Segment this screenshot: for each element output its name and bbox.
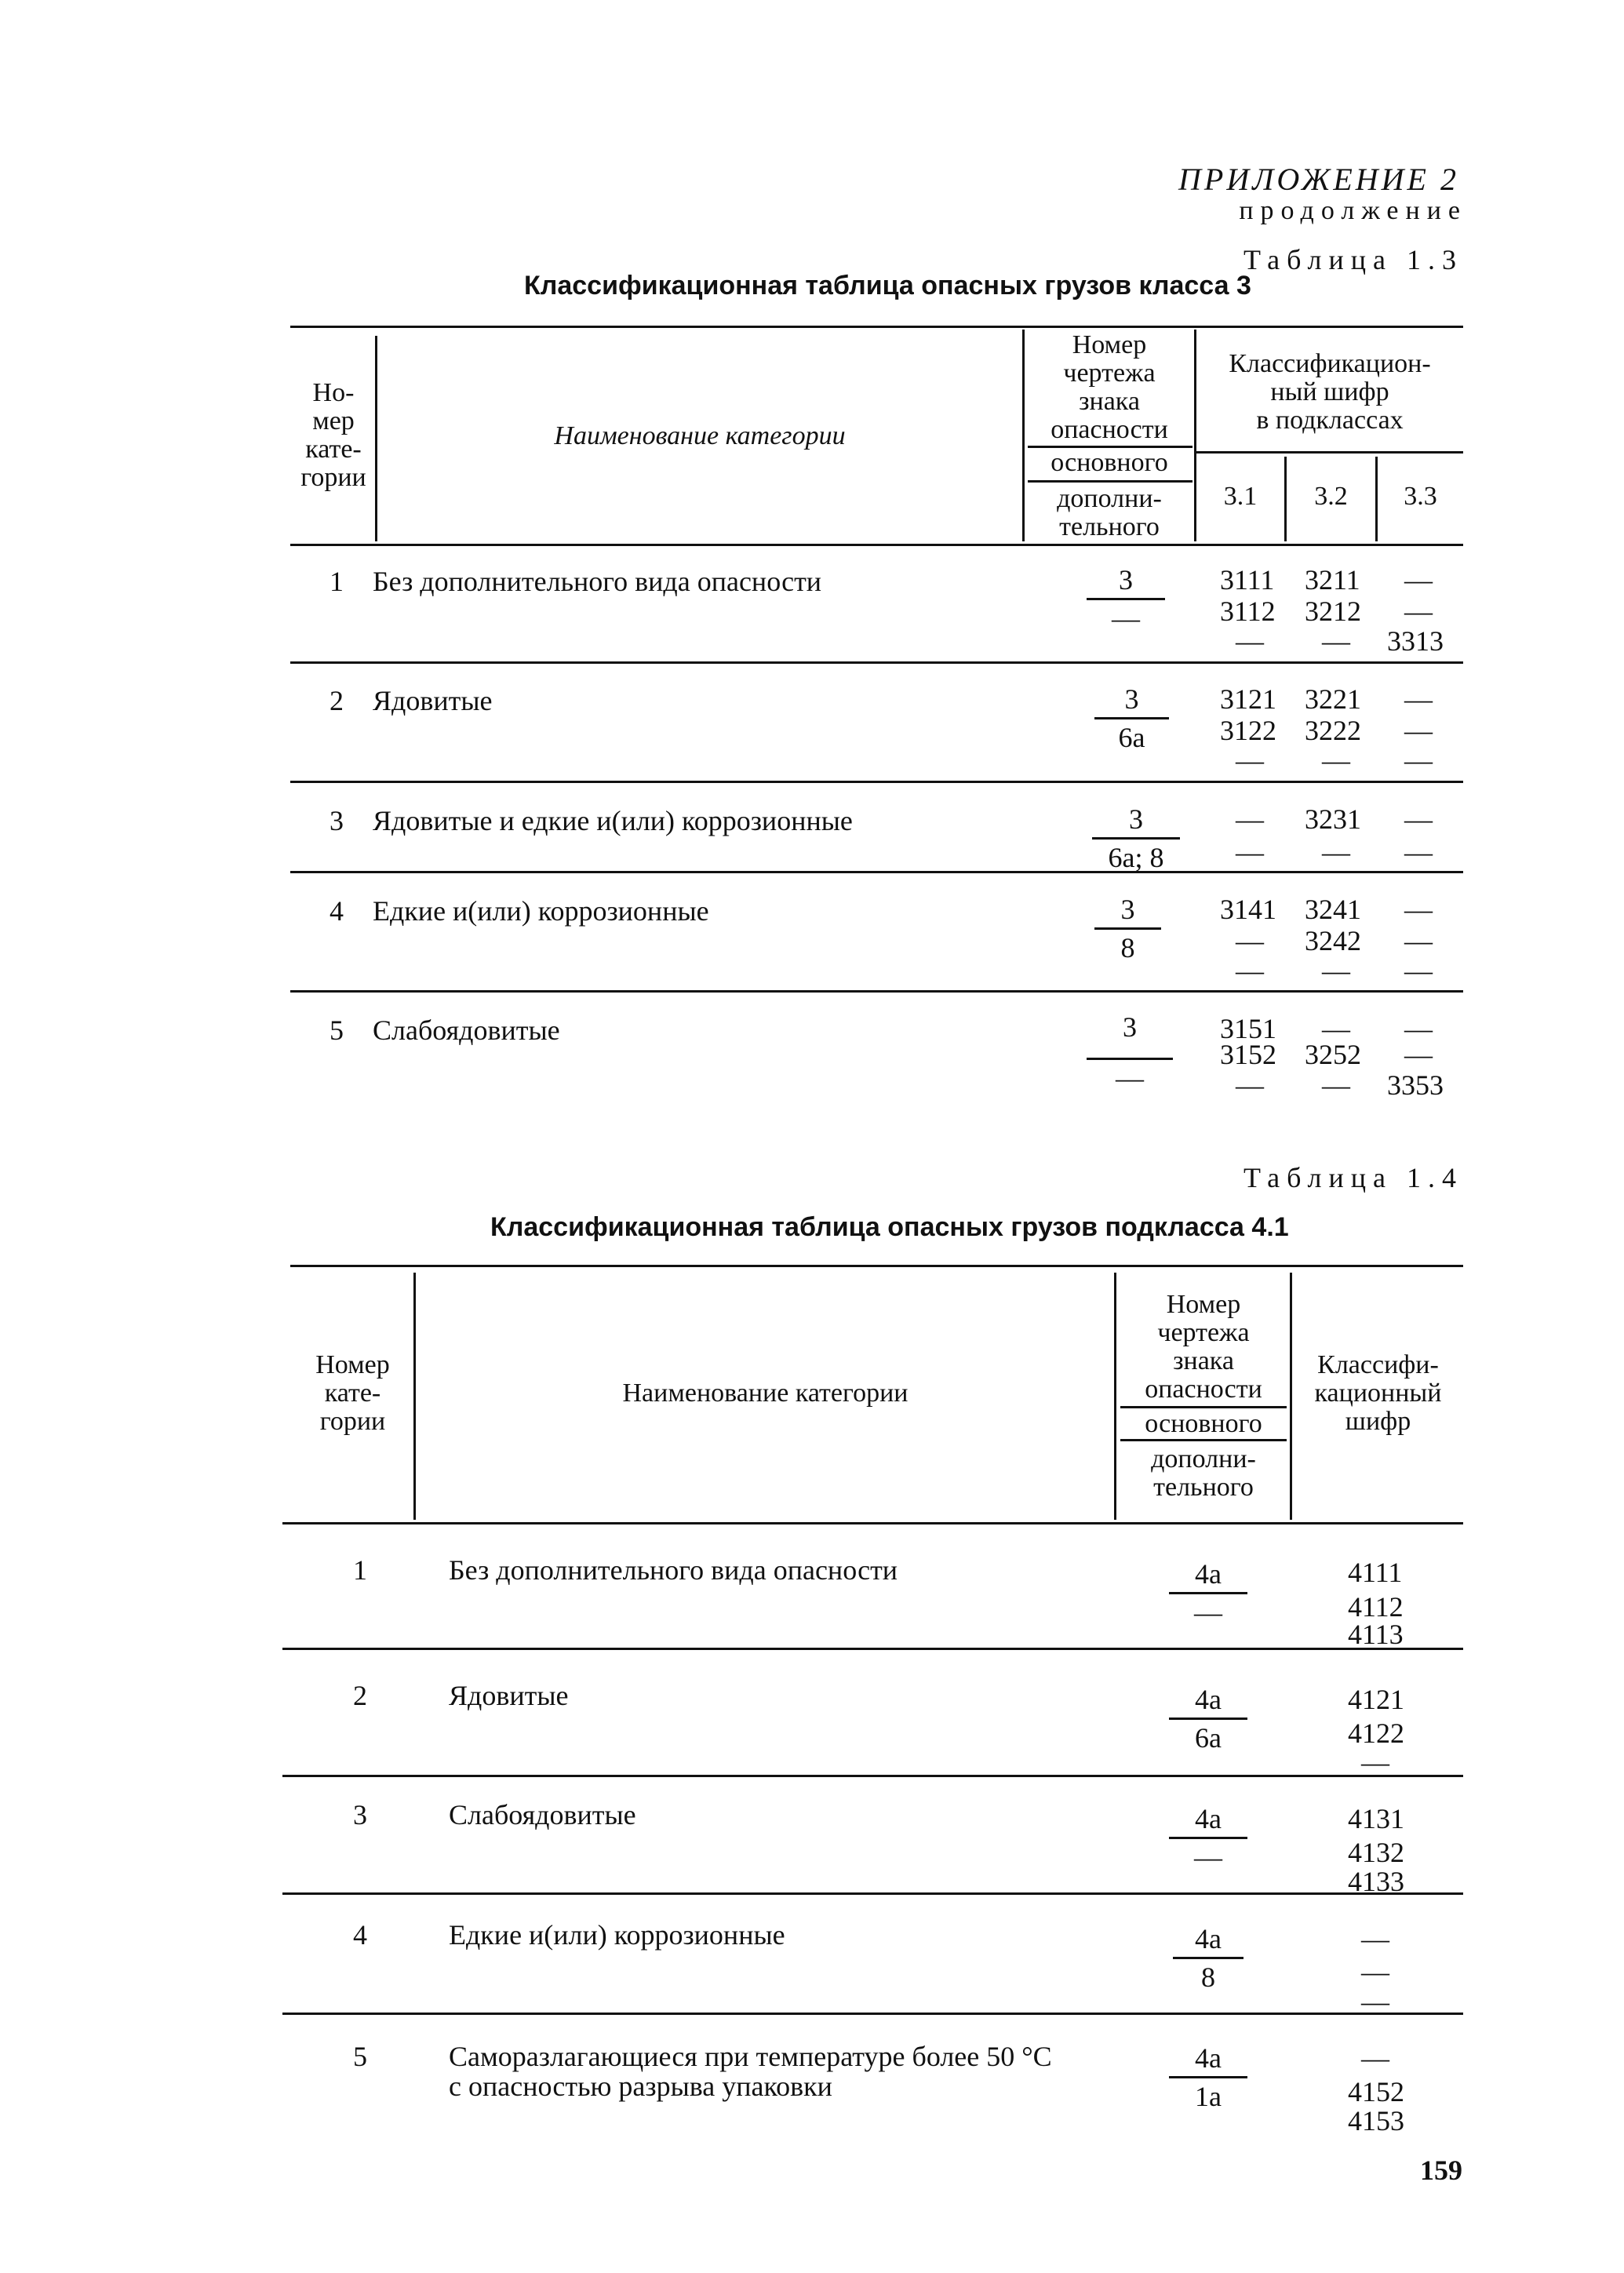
- table13-code-33: —: [1404, 1039, 1433, 1070]
- table14-header-main: основного: [1145, 1409, 1262, 1438]
- table13-code-33: 3353: [1387, 1069, 1444, 1101]
- table14-header-sign: Номер чертежа знака опасности: [1145, 1290, 1262, 1404]
- table13-code-32: 3221: [1305, 683, 1361, 715]
- table13-code-31: —: [1236, 1069, 1264, 1101]
- table13-code-33: —: [1404, 1013, 1433, 1044]
- table14-top-rule: [290, 1265, 1463, 1267]
- table13-row-num: 3: [330, 805, 344, 836]
- table13-row-sign: 3 —: [1087, 563, 1165, 635]
- table13-code-33: —: [1404, 894, 1433, 925]
- table13-code-31: 3141: [1220, 894, 1276, 925]
- table13-code-31: —: [1236, 803, 1264, 835]
- table13-row-name: Без дополнительного вида опасности: [373, 566, 822, 597]
- table13-row-rule: [290, 781, 1463, 783]
- table13-code-31: 3122: [1220, 715, 1276, 746]
- table13-code-33: —: [1404, 836, 1433, 868]
- table13-header-sub31: 3.1: [1223, 482, 1258, 511]
- table13-code-32: —: [1322, 836, 1350, 868]
- table13-code-32: —: [1322, 625, 1350, 657]
- table14-code: —: [1361, 1956, 1389, 1987]
- table13-vline-1: [375, 336, 377, 541]
- table13-header-num: Но- мер кате- гории: [300, 378, 366, 492]
- table14-row-name: Ядовитые: [449, 1680, 569, 1711]
- table14-row-sign: 4а 1а: [1169, 2042, 1247, 2113]
- table14-code: 4113: [1348, 1619, 1404, 1650]
- table13-code-32: —: [1322, 955, 1350, 986]
- table14-row-name: Без дополнительного вида опасности: [449, 1554, 898, 1586]
- table14-code: 4153: [1348, 2105, 1404, 2136]
- table14-code: 4133: [1348, 1866, 1404, 1897]
- table14-code: —: [1361, 1923, 1389, 1954]
- table13-code-33: —: [1404, 803, 1433, 835]
- page-number: 159: [1420, 2155, 1462, 2186]
- table13-row-name: Слабоядовитые: [373, 1014, 560, 1046]
- table13-code-31: —: [1236, 745, 1264, 776]
- table14-code: 4131: [1348, 1803, 1404, 1834]
- table14-code: 4112: [1348, 1591, 1404, 1623]
- table13-code-33: —: [1404, 925, 1433, 956]
- table13-row-name: Ядовитые и едкие и(или) коррозионные: [373, 805, 853, 836]
- table13-sign-rule2: [1028, 480, 1193, 483]
- table13-head-rule: [290, 544, 1463, 546]
- table14-row-num: 2: [353, 1680, 367, 1711]
- table13-row-num: 1: [330, 566, 344, 597]
- table13-code-33: —: [1404, 715, 1433, 746]
- appendix-subtitle: продолжение: [1239, 196, 1467, 225]
- table14-vline-1: [413, 1273, 416, 1520]
- table13-code-32: 3252: [1305, 1039, 1361, 1070]
- table14-row-rule: [282, 1775, 1463, 1777]
- table14-vline-3: [1290, 1273, 1292, 1520]
- table14-row-num: 5: [353, 2041, 367, 2072]
- table13-code-31: 3121: [1220, 683, 1276, 715]
- table14-row-name: Едкие и(или) коррозионные: [449, 1919, 785, 1951]
- table13-code-32: 3211: [1305, 564, 1360, 596]
- table14-header-name: Наименование категории: [622, 1379, 908, 1408]
- table13-code-33: 3313: [1387, 625, 1444, 657]
- table14-row-sign: 4а —: [1169, 1802, 1247, 1874]
- table13-header-main: основного: [1051, 448, 1168, 477]
- table13-code-32: 3242: [1305, 925, 1361, 956]
- table13-code-32: —: [1322, 745, 1350, 776]
- table13-code-33: —: [1404, 745, 1433, 776]
- table14-code: 4122: [1348, 1717, 1404, 1749]
- table13-code-32: 3212: [1305, 596, 1361, 627]
- table14-label: Таблица 1.4: [1243, 1162, 1463, 1193]
- table13-row-num: 5: [330, 1014, 344, 1046]
- table14-code: 4111: [1348, 1557, 1403, 1588]
- table13-row-sign: 3 —: [1087, 1011, 1173, 1095]
- table13-code-33: —: [1404, 564, 1433, 596]
- table13-code-31: 3112: [1220, 596, 1276, 627]
- table14-row-name: с опасностью разрыва упаковки: [449, 2071, 832, 2102]
- table14-code: —: [1361, 2042, 1389, 2074]
- appendix-title: ПРИЛОЖЕНИЕ 2: [1178, 162, 1459, 197]
- table14-row-rule: [282, 1648, 1463, 1650]
- table14-code: 4152: [1348, 2076, 1404, 2107]
- table13-header-code: Классификацион- ный шифр в подклассах: [1229, 349, 1431, 435]
- table13-row-name: Едкие и(или) коррозионные: [373, 895, 709, 927]
- table13-code-31: —: [1236, 836, 1264, 868]
- table14-code: 4121: [1348, 1684, 1404, 1715]
- table13-code-32: 3231: [1305, 803, 1361, 835]
- table13-code-32: 3241: [1305, 894, 1361, 925]
- table14-row-name: Саморазлагающиеся при температуре более 50 °С: [449, 2041, 1052, 2072]
- table13-top-rule: [290, 326, 1463, 328]
- table13-header-name: Наименование категории: [554, 421, 846, 450]
- table13-row-num: 2: [330, 685, 344, 716]
- table14-header-code: Классифи- кационный шифр: [1314, 1350, 1442, 1436]
- table13-code-33: —: [1404, 596, 1433, 627]
- table14-code: —: [1361, 1986, 1389, 2017]
- table13-header-additional: дополни- тельного: [1057, 484, 1162, 541]
- table14-row-sign: 4а 8: [1173, 1922, 1243, 1994]
- table13-header-sub33: 3.3: [1404, 482, 1437, 511]
- table13-row-num: 4: [330, 895, 344, 927]
- table13-code-31: 3152: [1220, 1039, 1276, 1070]
- table13-label: Таблица 1.3: [1243, 244, 1463, 275]
- table13-code-31: —: [1236, 625, 1264, 657]
- table13-header-sign: Номер чертежа знака опасности: [1051, 330, 1168, 444]
- table13-row-sign: $\frac{3}{8}$: [1094, 893, 1161, 964]
- table14-row-name: Слабоядовитые: [449, 1799, 636, 1830]
- table13-code-32: 3222: [1305, 715, 1361, 746]
- table14-header-num: Номер кате- гории: [315, 1350, 390, 1436]
- table13-caption: Классификационная таблица опасных грузов класса 3: [524, 271, 1251, 301]
- table14-sign-rule2: [1120, 1439, 1287, 1441]
- table14-row-num: 1: [353, 1554, 367, 1586]
- table13-code-31: 3111: [1220, 564, 1275, 596]
- table13-header-sub32: 3.2: [1314, 482, 1348, 511]
- table14-vline-2: [1114, 1273, 1116, 1520]
- table13-code-31: 3151: [1220, 1013, 1276, 1044]
- table14-row-sign: 4а —: [1169, 1557, 1247, 1629]
- table13-row-sign: 3 6а; 8: [1092, 803, 1180, 874]
- table13-row-rule: [290, 871, 1463, 873]
- table13-code-33: —: [1404, 955, 1433, 986]
- table14-code: —: [1361, 1747, 1389, 1778]
- table13-code-33: —: [1404, 683, 1433, 715]
- table13-code-32: —: [1322, 1069, 1350, 1101]
- table14-code: 4132: [1348, 1837, 1404, 1868]
- table14-row-sign: 4а 6а: [1169, 1683, 1247, 1754]
- table14-header-additional: дополни- тельного: [1151, 1444, 1256, 1502]
- table13-code-rule: [1194, 451, 1463, 454]
- table13-row-rule: [290, 661, 1463, 664]
- table13-row-rule: [290, 990, 1463, 993]
- table13-code-31: —: [1236, 925, 1264, 956]
- table14-row-rule: [282, 2013, 1463, 2015]
- table14-row-num: 4: [353, 1919, 367, 1951]
- table13-code-31: —: [1236, 955, 1264, 986]
- table14-row-num: 3: [353, 1799, 367, 1830]
- table13-row-name: Ядовитые: [373, 685, 493, 716]
- table14-row-rule: [282, 1892, 1463, 1895]
- table14-head-rule: [282, 1522, 1463, 1524]
- table14-sign-rule1: [1120, 1406, 1287, 1408]
- table14-caption: Классификационная таблица опасных грузов подкласса 4.1: [490, 1212, 1289, 1242]
- table13-row-sign: 3 6а: [1094, 683, 1169, 754]
- table13-code-32: —: [1322, 1013, 1350, 1044]
